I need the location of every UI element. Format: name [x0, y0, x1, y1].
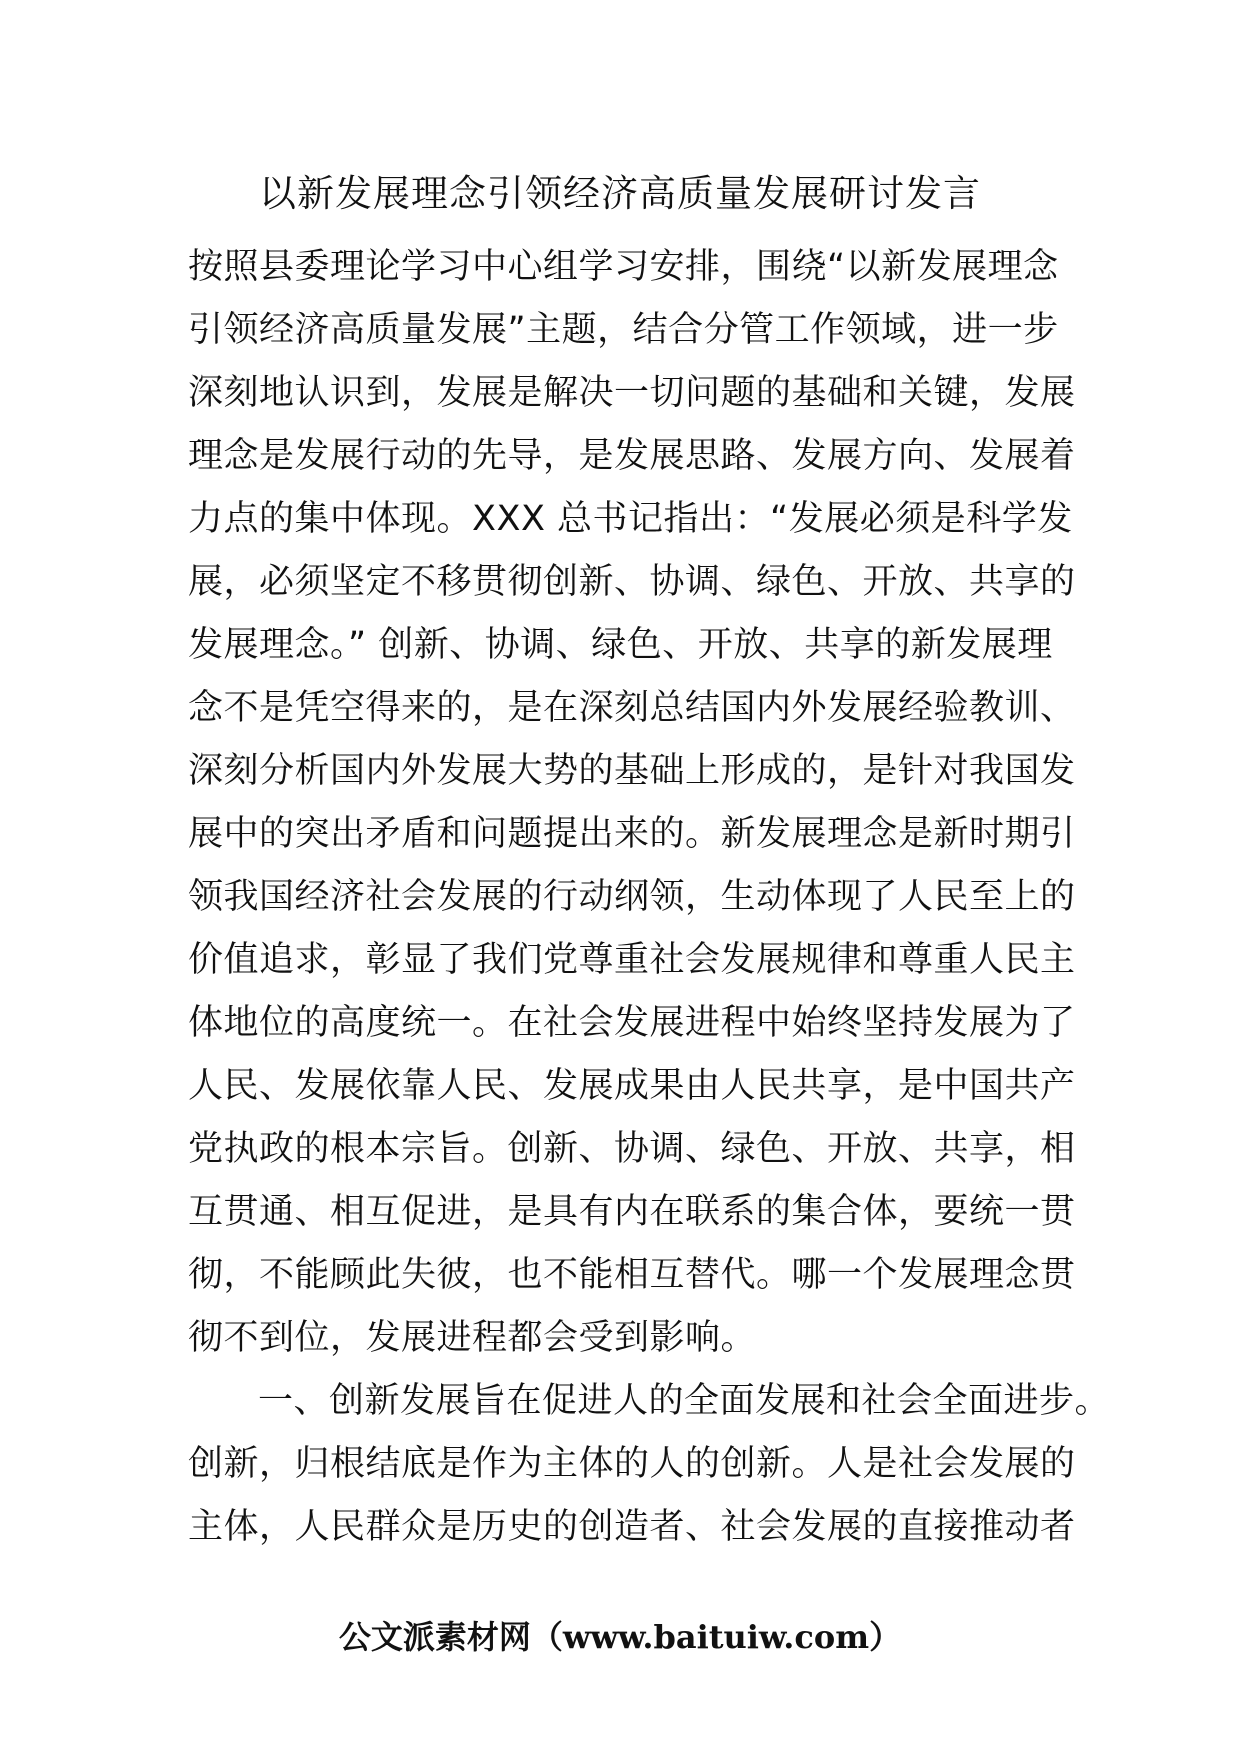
body-line: 深刻分析国内外发展大势的基础上形成的，是针对我国发	[188, 751, 1076, 791]
body-line: 按照县委理论学习中心组学习安排，围绕“以新发展理念	[188, 247, 1059, 287]
section-heading-line: 一、创新发展旨在促进人的全面发展和社会全面进步。	[258, 1381, 1111, 1421]
footer-watermark: 公文派素材网（www.baituiw.com）	[338, 1618, 902, 1656]
body-line: 价值追求，彰显了我们党尊重社会发展规律和尊重人民主	[188, 940, 1076, 980]
body-line: 创新，归根结底是作为主体的人的创新。人是社会发展的	[188, 1444, 1076, 1484]
body-line: 人民、发展依靠人民、发展成果由人民共享，是中国共产	[188, 1066, 1076, 1106]
body-line: 展，必须坚定不移贯彻创新、协调、绿色、开放、共享的	[188, 562, 1076, 602]
body-line: 力点的集中体现。XXX 总书记指出：“发展必须是科学发	[188, 499, 1073, 539]
body-line: 彻不到位，发展进程都会受到影响。	[188, 1318, 757, 1358]
body-line: 发展理念。” 创新、协调、绿色、开放、共享的新发展理	[188, 625, 1053, 665]
body-line: 引领经济高质量发展”主题，结合分管工作领域，进一步	[188, 310, 1059, 350]
body-line: 理念是发展行动的先导，是发展思路、发展方向、发展着	[188, 436, 1076, 476]
document-title: 以新发展理念引领经济高质量发展研讨发言	[259, 172, 981, 215]
body-line: 互贯通、相互促进，是具有内在联系的集合体，要统一贯	[188, 1192, 1076, 1232]
body-line: 体地位的高度统一。在社会发展进程中始终坚持发展为了	[188, 1003, 1076, 1043]
body-line: 彻，不能顾此失彼，也不能相互替代。哪一个发展理念贯	[188, 1255, 1076, 1295]
body-line: 领我国经济社会发展的行动纲领，生动体现了人民至上的	[188, 877, 1076, 917]
body-line: 党执政的根本宗旨。创新、协调、绿色、开放、共享，相	[188, 1129, 1076, 1169]
body-line: 深刻地认识到，发展是解决一切问题的基础和关键，发展	[188, 373, 1076, 413]
body-line: 展中的突出矛盾和问题提出来的。新发展理念是新时期引	[188, 814, 1076, 854]
body-line: 念不是凭空得来的，是在深刻总结国内外发展经验教训、	[188, 688, 1076, 728]
document-body	[188, 236, 1111, 1559]
body-line: 主体，人民群众是历史的创造者、社会发展的直接推动者	[188, 1507, 1076, 1547]
